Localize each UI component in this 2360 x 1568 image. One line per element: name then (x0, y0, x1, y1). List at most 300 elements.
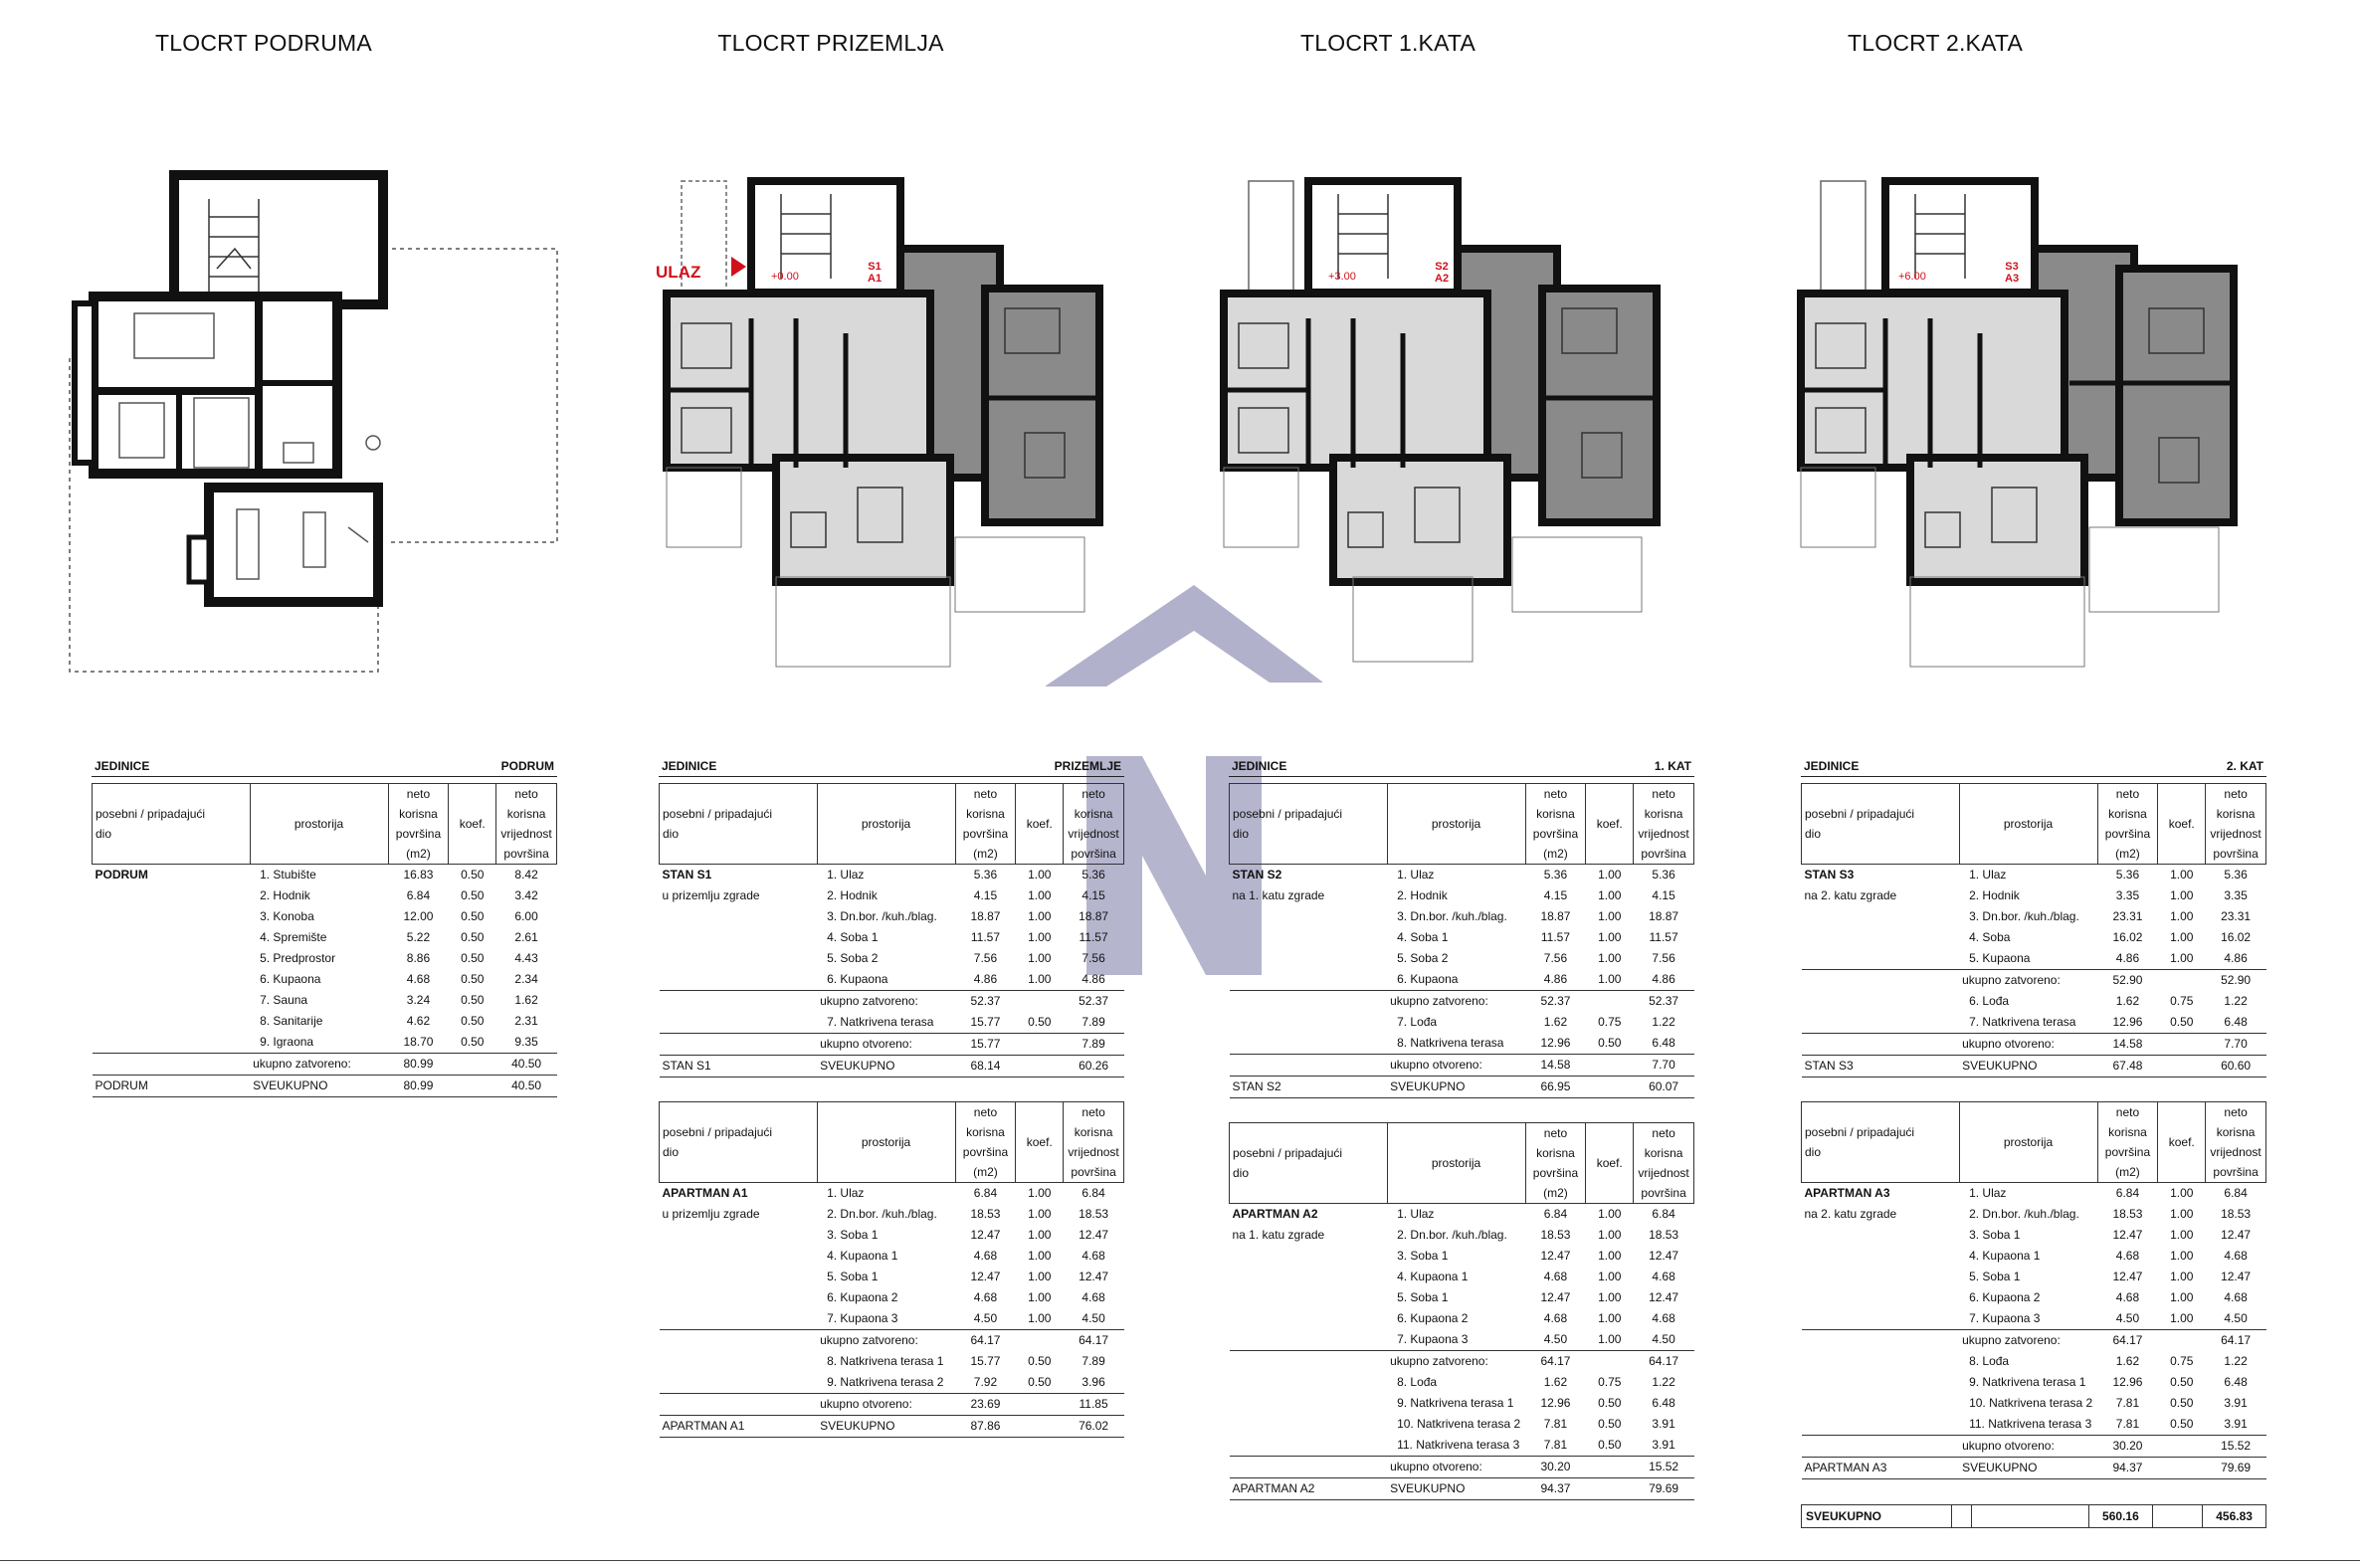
subtotal-row (1802, 1330, 2266, 1352)
room-name: 4. Spremište (260, 930, 327, 944)
net-area: 7.81 (2115, 1396, 2140, 1410)
table-row (1230, 1267, 1694, 1287)
header-text: prostorija (861, 817, 911, 831)
room-name: 5. Kupaona (1969, 951, 2031, 965)
header-text: koef. (1596, 817, 1623, 831)
subtotal-label: ukupno zatvoreno: (1387, 991, 1525, 1013)
header-text: površina (1641, 847, 1686, 861)
coefficient: 1.00 (1028, 951, 1052, 965)
net-area: 11.57 (970, 930, 1001, 944)
net-area: 18.87 (1540, 909, 1571, 923)
table-row (93, 1011, 557, 1032)
unit-cell (1802, 1267, 1960, 1287)
table-row (1802, 1414, 2266, 1436)
subtotal-label: ukupno otvoreno: (1959, 1034, 2097, 1056)
subtotal-value: 79.69 (2206, 1458, 2266, 1479)
coefficient: 0.50 (1598, 1396, 1622, 1410)
coefficient: 1.00 (1598, 930, 1622, 944)
net-area: 18.53 (1540, 1228, 1571, 1242)
room-name: 1. Ulaz (1397, 1207, 1435, 1221)
table-row (1230, 1308, 1694, 1329)
unit-cell: na 2. katu zgrade (1804, 1207, 1897, 1221)
unit-cell (660, 1372, 818, 1394)
unit-cell (93, 969, 251, 990)
empty-cell (1016, 991, 1064, 1013)
table-row (660, 885, 1124, 906)
header-text: neto (2115, 787, 2140, 801)
room-name: 2. Hodnik (260, 888, 310, 902)
room-name: 3. Soba 1 (1969, 1228, 2021, 1242)
table-row (1230, 1329, 1694, 1351)
table-header-cell (449, 784, 496, 865)
unit-cell: APARTMAN A3 (1802, 1458, 1960, 1479)
total-row (660, 1056, 1124, 1078)
net-area: 6.84 (406, 888, 431, 902)
coefficient: 1.00 (1028, 930, 1052, 944)
unit-cell (1230, 1033, 1388, 1055)
second-level-mark: +6.00 (1898, 271, 1926, 283)
net-value: 4.68 (1082, 1290, 1105, 1304)
table-row (1230, 885, 1694, 906)
table-header-cell (2158, 1102, 2206, 1183)
table-header-cell (1634, 1123, 1694, 1204)
header-text: korisna (2108, 1125, 2147, 1139)
header-text: površina (1641, 1186, 1686, 1200)
subtotal-value: 11.85 (1064, 1394, 1124, 1416)
header-text: dio (1805, 827, 1822, 841)
ground-floor-plan (637, 159, 1154, 696)
unit-cell (93, 1011, 251, 1032)
net-area: 7.81 (1543, 1438, 1568, 1452)
unit-cell (660, 1034, 818, 1056)
unit-cell (1230, 1393, 1388, 1414)
subtotal-net: 64.17 (1525, 1351, 1586, 1373)
subtotal-label: SVEUKUPNO (817, 1416, 955, 1438)
table-row (1230, 1414, 1694, 1435)
table-row (660, 1308, 1124, 1330)
unit-cell: u prizemlju zgrade (662, 1207, 760, 1221)
unit-table (1229, 1122, 1694, 1500)
net-value: 2.34 (514, 972, 538, 986)
table-row (660, 1204, 1124, 1225)
unit-cell: u prizemlju zgrade (662, 888, 760, 902)
unit-cell (660, 969, 818, 991)
header-text: dio (663, 1145, 680, 1159)
coefficient: 1.00 (1598, 1290, 1622, 1304)
table-row (1230, 1012, 1694, 1033)
coefficient: 1.00 (1598, 909, 1622, 923)
unit-table (659, 1101, 1124, 1438)
subtotal-label: SVEUKUPNO (1387, 1478, 1525, 1500)
coefficient: 0.50 (2170, 1015, 2194, 1029)
unit-cell (1230, 1457, 1388, 1478)
net-area: 7.92 (973, 1375, 998, 1389)
net-value: 9.35 (514, 1035, 538, 1049)
empty-cell (1016, 1056, 1064, 1078)
subtotal-value: 79.69 (1634, 1478, 1694, 1500)
header-text: površina (962, 1145, 1009, 1159)
net-area: 12.47 (1540, 1290, 1571, 1304)
total-row (93, 1076, 557, 1097)
room-name: 6. Kupaona (260, 972, 321, 986)
unit-cell (1230, 1372, 1388, 1393)
coefficient: 1.00 (2170, 888, 2194, 902)
coefficient: 1.00 (1598, 1249, 1622, 1263)
table-row (1230, 1372, 1694, 1393)
header-text: površina (962, 827, 1009, 841)
table-row (1802, 865, 2266, 886)
net-area: 12.47 (2112, 1228, 2143, 1242)
header-text: posebni / pripadajući (1233, 1146, 1343, 1160)
unit-cell (1802, 948, 1960, 970)
ground-level-mark: +0.00 (771, 271, 799, 283)
header-text: koef. (1026, 1135, 1053, 1149)
table-header-cell (955, 784, 1016, 865)
room-name: 5. Soba 2 (1397, 951, 1449, 965)
room-name: 8. Natkrivena terasa 1 (827, 1354, 944, 1368)
header-text: vrijednost (1068, 1145, 1119, 1159)
header-text: prostorija (1431, 1156, 1481, 1170)
coefficient: 1.00 (2170, 868, 2194, 882)
total-row (660, 1416, 1124, 1438)
table-header-row (1802, 784, 2266, 865)
subtotal-value: 60.26 (1064, 1056, 1124, 1078)
header-text: neto (406, 787, 431, 801)
subtotal-value: 60.60 (2206, 1056, 2266, 1078)
net-value: 1.22 (2224, 994, 2248, 1008)
table-row (93, 1032, 557, 1054)
coefficient: 1.00 (1028, 868, 1052, 882)
units-label: JEDINICE (662, 759, 717, 773)
net-value: 12.47 (1079, 1228, 1109, 1242)
unit-cell (660, 1394, 818, 1416)
coefficient: 0.75 (2170, 1354, 2194, 1368)
unit-cell (93, 948, 251, 969)
coefficient: 1.00 (2170, 1290, 2194, 1304)
subtotal-value: 64.17 (2206, 1330, 2266, 1352)
table-row (1802, 1246, 2266, 1267)
header-text: površina (2104, 1145, 2151, 1159)
coefficient: 1.00 (1028, 1270, 1052, 1283)
net-value: 3.91 (2224, 1396, 2248, 1410)
unit-cell: STAN S1 (660, 1056, 818, 1078)
subtotal-value: 64.17 (1064, 1330, 1124, 1352)
header-text: vrijednost (1638, 827, 1689, 841)
subtotal-value: 52.37 (1064, 991, 1124, 1013)
header-text: posebni / pripadajući (1805, 1125, 1915, 1139)
room-name: 5. Soba 1 (827, 1270, 879, 1283)
room-name: 1. Ulaz (1969, 1186, 2007, 1200)
net-area: 15.77 (970, 1354, 1001, 1368)
table-row (660, 1267, 1124, 1287)
header-text: površina (1071, 847, 1116, 861)
floor-header (659, 758, 1124, 777)
room-name: 1. Ulaz (827, 868, 865, 882)
units-label: JEDINICE (1804, 759, 1860, 773)
room-name: 8. Lođa (1969, 1354, 2010, 1368)
first-floor-area-table (1229, 758, 1694, 1500)
subtotal-row (660, 1330, 1124, 1352)
header-text: vrijednost (1638, 1166, 1689, 1180)
subtotal-value: 7.70 (2206, 1034, 2266, 1056)
unit-cell: STAN S2 (1232, 868, 1282, 882)
table-row (1802, 927, 2266, 948)
header-text: korisna (2108, 807, 2147, 821)
header-text: vrijednost (2210, 1145, 2262, 1159)
header-text: površina (2213, 1165, 2259, 1179)
header-text: (m2) (973, 847, 998, 861)
header-text: posebni / pripadajući (663, 1125, 773, 1139)
coefficient: 0.75 (1598, 1015, 1622, 1029)
room-name: 8. Natkrivena terasa (1397, 1036, 1504, 1050)
table-header-row (1230, 1123, 1694, 1204)
floor-header (1229, 758, 1694, 777)
net-value: 12.47 (2221, 1228, 2252, 1242)
table-row (93, 906, 557, 927)
table-row (1230, 906, 1694, 927)
coefficient: 1.00 (2170, 1228, 2194, 1242)
net-area: 3.24 (406, 993, 431, 1007)
net-value: 6.48 (2224, 1375, 2248, 1389)
header-text: površina (1071, 1165, 1116, 1179)
table-header-cell (1064, 784, 1124, 865)
coefficient: 0.50 (461, 888, 485, 902)
room-name: 1. Stubište (260, 868, 316, 882)
subtotal-row (1230, 1055, 1694, 1077)
table-header-cell (817, 1102, 955, 1183)
table-header-cell (1230, 784, 1388, 865)
empty-cell (1586, 1055, 1634, 1077)
net-value: 4.68 (1652, 1311, 1675, 1325)
coefficient: 1.00 (2170, 951, 2194, 965)
subtotal-label: SVEUKUPNO (1959, 1056, 2097, 1078)
grand-total-row (1801, 1504, 2266, 1528)
table-row (1230, 865, 1694, 886)
table-row (660, 865, 1124, 886)
room-name: 8. Sanitarije (260, 1014, 323, 1028)
net-area: 18.53 (970, 1207, 1001, 1221)
net-area: 12.96 (2112, 1015, 2143, 1029)
header-text: (m2) (2115, 1165, 2140, 1179)
header-text: neto (1082, 787, 1105, 801)
room-name: 6. Kupaona 2 (827, 1290, 898, 1304)
net-value: 7.89 (1082, 1354, 1105, 1368)
header-text: koef. (2168, 817, 2195, 831)
coefficient: 1.00 (2170, 1311, 2194, 1325)
table-header-cell (496, 784, 557, 865)
empty-cell (1586, 1077, 1634, 1098)
table-header-cell (1525, 784, 1586, 865)
unit-cell (660, 1308, 818, 1330)
table-row (1230, 1033, 1694, 1055)
header-text: vrijednost (500, 827, 552, 841)
net-value: 7.56 (1082, 951, 1105, 965)
coefficient: 1.00 (1598, 1228, 1622, 1242)
room-name: 9. Natkrivena terasa 1 (1397, 1396, 1514, 1410)
unit-cell (1230, 1012, 1388, 1033)
net-value: 6.84 (1082, 1186, 1105, 1200)
unit-cell (1230, 948, 1388, 969)
subtotal-net: 94.37 (1525, 1478, 1586, 1500)
table-header-cell (1230, 1123, 1388, 1204)
table-row (1802, 1308, 2266, 1330)
table-header-cell (1525, 1123, 1586, 1204)
second-floor-area-table (1801, 758, 2266, 1479)
subtotal-net: 64.17 (2097, 1330, 2158, 1352)
unit-cell (1802, 1246, 1960, 1267)
first-level-mark: +3.00 (1328, 271, 1356, 283)
unit-cell (93, 885, 251, 906)
table-row (1802, 885, 2266, 906)
table-row (1802, 1267, 2266, 1287)
unit-cell (1230, 1308, 1388, 1329)
net-value: 3.91 (2224, 1417, 2248, 1431)
bottom-divider (0, 1560, 2360, 1561)
table-row (1802, 1012, 2266, 1034)
room-name: 10. Natkrivena terasa 2 (1397, 1417, 1521, 1431)
header-text: korisna (506, 807, 546, 821)
unit-cell: STAN S3 (1802, 1056, 1960, 1078)
room-name: 9. Natkrivena terasa 2 (827, 1375, 944, 1389)
net-value: 18.87 (1079, 909, 1109, 923)
header-text: površina (2213, 847, 2259, 861)
subtotal-label: ukupno otvoreno: (817, 1394, 955, 1416)
ground-unit-marker: S1 A1 (868, 261, 883, 285)
net-area: 23.31 (2112, 909, 2143, 923)
net-value: 4.15 (1082, 888, 1105, 902)
unit-cell (1230, 1246, 1388, 1267)
room-name: 5. Soba 2 (827, 951, 879, 965)
room-name: 9. Natkrivena terasa 1 (1969, 1375, 2086, 1389)
table-header-cell (955, 1102, 1016, 1183)
net-area: 4.68 (2115, 1249, 2140, 1263)
subtotal-net: 23.69 (955, 1394, 1016, 1416)
subtotal-value: 7.89 (1064, 1034, 1124, 1056)
room-name: 4. Kupaona 1 (1969, 1249, 2041, 1263)
table-header-cell (660, 784, 818, 865)
unit-cell (1802, 1034, 1960, 1056)
empty-cell (2158, 1436, 2206, 1458)
net-area: 12.47 (970, 1228, 1001, 1242)
net-value: 12.47 (1649, 1290, 1679, 1304)
header-text: koef. (459, 817, 486, 831)
unit-cell (1802, 906, 1960, 927)
unit-cell: APARTMAN A1 (660, 1416, 818, 1438)
second-floor-plan-title: TLOCRT 2.KATA (1848, 30, 2023, 56)
first-unit-marker: S2 A2 (1435, 261, 1450, 285)
net-area: 5.36 (973, 868, 998, 882)
net-area: 4.68 (973, 1290, 998, 1304)
unit-cell: na 1. katu zgrade (1232, 888, 1325, 902)
net-value: 11.57 (1079, 930, 1108, 944)
table-header-cell (1586, 784, 1634, 865)
table-row (1802, 906, 2266, 927)
net-area: 16.02 (2112, 930, 2143, 944)
table-row (1802, 1372, 2266, 1393)
net-area: 16.83 (403, 868, 434, 882)
unit-cell (1230, 1267, 1388, 1287)
basement-plan-title: TLOCRT PODRUMA (155, 30, 372, 56)
unit-cell (660, 991, 818, 1013)
coefficient: 0.50 (1598, 1036, 1622, 1050)
table-row (1230, 1204, 1694, 1226)
room-name: 11. Natkrivena terasa 3 (1969, 1417, 2092, 1431)
header-text: neto (514, 787, 538, 801)
net-area: 4.50 (1543, 1332, 1568, 1346)
header-text: površina (2104, 827, 2151, 841)
total-row (1230, 1077, 1694, 1098)
header-text: površina (503, 847, 549, 861)
coefficient: 1.00 (1598, 1207, 1622, 1221)
floor-header (92, 758, 557, 777)
ground-plan-title: TLOCRT PRIZEMLJA (717, 30, 944, 56)
header-text: korisna (1644, 807, 1683, 821)
unit-cell: APARTMAN A3 (1804, 1186, 1890, 1200)
subtotal-row (1802, 1034, 2266, 1056)
unit-cell: PODRUM (95, 868, 148, 882)
subtotal-label: ukupno zatvoreno: (1387, 1351, 1525, 1373)
net-value: 4.50 (1082, 1311, 1105, 1325)
table-header-cell (2097, 1102, 2158, 1183)
net-value: 4.68 (2224, 1249, 2248, 1263)
room-name: 7. Natkrivena terasa (1969, 1015, 2076, 1029)
coefficient: 0.50 (461, 909, 485, 923)
unit-table (659, 783, 1124, 1078)
unit-cell (660, 1225, 818, 1246)
net-value: 3.91 (1652, 1438, 1675, 1452)
unit-cell (1802, 1308, 1960, 1330)
unit-cell (93, 990, 251, 1011)
subtotal-value: 15.52 (2206, 1436, 2266, 1458)
coefficient: 1.00 (2170, 1249, 2194, 1263)
net-area: 1.62 (1543, 1015, 1568, 1029)
header-text: neto (973, 1105, 998, 1119)
header-text: površina (1532, 1166, 1579, 1180)
net-area: 4.15 (1543, 888, 1568, 902)
table-header-cell (2097, 784, 2158, 865)
net-value: 4.68 (1082, 1249, 1105, 1263)
subtotal-row (1802, 1436, 2266, 1458)
subtotal-net: 80.99 (388, 1076, 449, 1097)
net-value: 18.53 (1649, 1228, 1679, 1242)
table-header-cell (1634, 784, 1694, 865)
table-row (1230, 1225, 1694, 1246)
room-name: 6. Kupaona 2 (1969, 1290, 2041, 1304)
net-value: 4.86 (1082, 972, 1105, 986)
net-area: 4.62 (406, 1014, 431, 1028)
header-text: korisna (1074, 1125, 1113, 1139)
header-text: (m2) (406, 847, 431, 861)
table-row (93, 927, 557, 948)
coefficient: 1.00 (1028, 1207, 1052, 1221)
coefficient: 0.50 (2170, 1375, 2194, 1389)
empty-cell (1016, 1330, 1064, 1352)
empty-cell (2158, 1034, 2206, 1056)
table-header-cell (1016, 784, 1064, 865)
total-row (1230, 1478, 1694, 1500)
table-header-cell (2206, 1102, 2266, 1183)
table-header-cell (1586, 1123, 1634, 1204)
net-area: 4.15 (973, 888, 998, 902)
subtotal-net: 52.37 (955, 991, 1016, 1013)
net-value: 6.00 (514, 909, 538, 923)
subtotal-net: 80.99 (388, 1054, 449, 1076)
table-header-cell (1016, 1102, 1064, 1183)
table-header-row (660, 784, 1124, 865)
coefficient: 1.00 (1028, 909, 1052, 923)
empty-cell (1586, 1351, 1634, 1373)
header-text: (m2) (1543, 847, 1568, 861)
